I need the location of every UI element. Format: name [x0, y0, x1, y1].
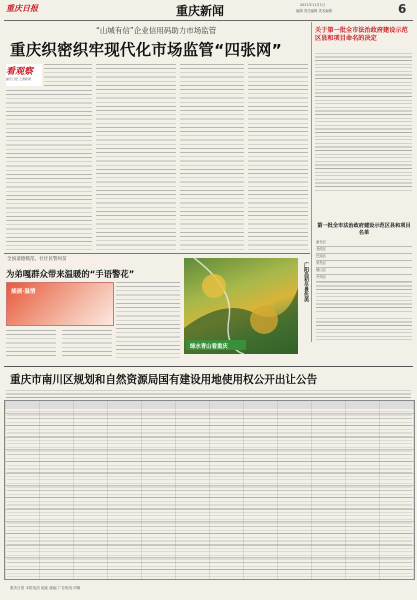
mid-headline: 为弟嘎群众带来温暖的“手语警花”: [6, 269, 135, 279]
right-col-footer-text: [316, 318, 412, 340]
mid-rule: [4, 253, 310, 254]
lead-headline: 重庆织密织牢现代化市场监管“四张网”: [10, 41, 282, 59]
list-item: 渝北区: [316, 240, 412, 247]
right-col-divider: [311, 22, 312, 342]
masthead: [0, 0, 417, 20]
lead-body-col-2: [96, 64, 176, 250]
right-col-headline-text: 关于第一批全市法治政府建设示范区县和项目命名的决定: [315, 27, 408, 42]
story-photo: [6, 282, 114, 326]
list-item: 巴南区: [316, 254, 412, 261]
column-tag-sub: 重庆日报·上游新闻: [6, 77, 31, 81]
page-number: 6: [398, 2, 407, 16]
lead-body-col-3: [180, 64, 244, 250]
green-badge-text: 绿水青山看重庆: [190, 343, 228, 350]
column-tag-label: 看观察: [6, 67, 34, 77]
green-badge: [186, 340, 246, 350]
date-line: 2021年11月1日: [300, 3, 326, 7]
right-col-headline: [315, 27, 413, 43]
list-item: 北碚区: [316, 247, 412, 254]
list-item: 荣昌区: [316, 261, 412, 268]
photo-overlay-text: 插画·温情: [11, 289, 36, 295]
list-item: 开州区: [316, 275, 412, 282]
table-cells: [7, 411, 412, 577]
header-rule: [4, 20, 413, 21]
right-col-list: [316, 240, 412, 282]
land-table: [4, 400, 415, 580]
right-col-body: [315, 53, 412, 193]
photo-caption-text: 广阳岛初冬景色美: [303, 262, 309, 302]
mid-body-col-2: [62, 330, 112, 358]
right-col-subhead: [316, 223, 412, 236]
right-col-subhead-text: 第一批全市法治政府建设示范区县和项目名单: [317, 223, 411, 236]
lead-body-col-1b: [6, 90, 92, 250]
list-item: 璧山区: [316, 268, 412, 275]
mid-banner: [6, 257, 114, 265]
photo-caption: [300, 262, 309, 302]
column-tag: [6, 64, 42, 86]
lead-kicker: “山城有信”企业信用码助力市场监管: [96, 26, 217, 35]
edition-info: 编辑 责任编辑 美术编辑: [296, 9, 333, 13]
section-title: 重庆新闻: [176, 4, 225, 18]
footer-line: 重庆日报 本报电话 地址 邮编 广告热线 印刷: [10, 586, 81, 590]
lead-body-col-4: [248, 64, 308, 250]
mid-body-col-3: [116, 282, 180, 358]
brand-logo: 重庆日报: [6, 4, 38, 13]
mid-body-col-1: [6, 330, 56, 358]
right-col-list-2: [316, 282, 412, 312]
mid-banner-text: 全国道德模范、社区民警何苗: [7, 257, 67, 262]
lead-body-col-1: [44, 64, 92, 88]
bottom-rule: [4, 366, 413, 367]
bottom-headline: 重庆市南川区规划和自然资源局国有建设用地使用权公开出让公告: [10, 374, 318, 386]
bottom-intro: [6, 390, 411, 398]
